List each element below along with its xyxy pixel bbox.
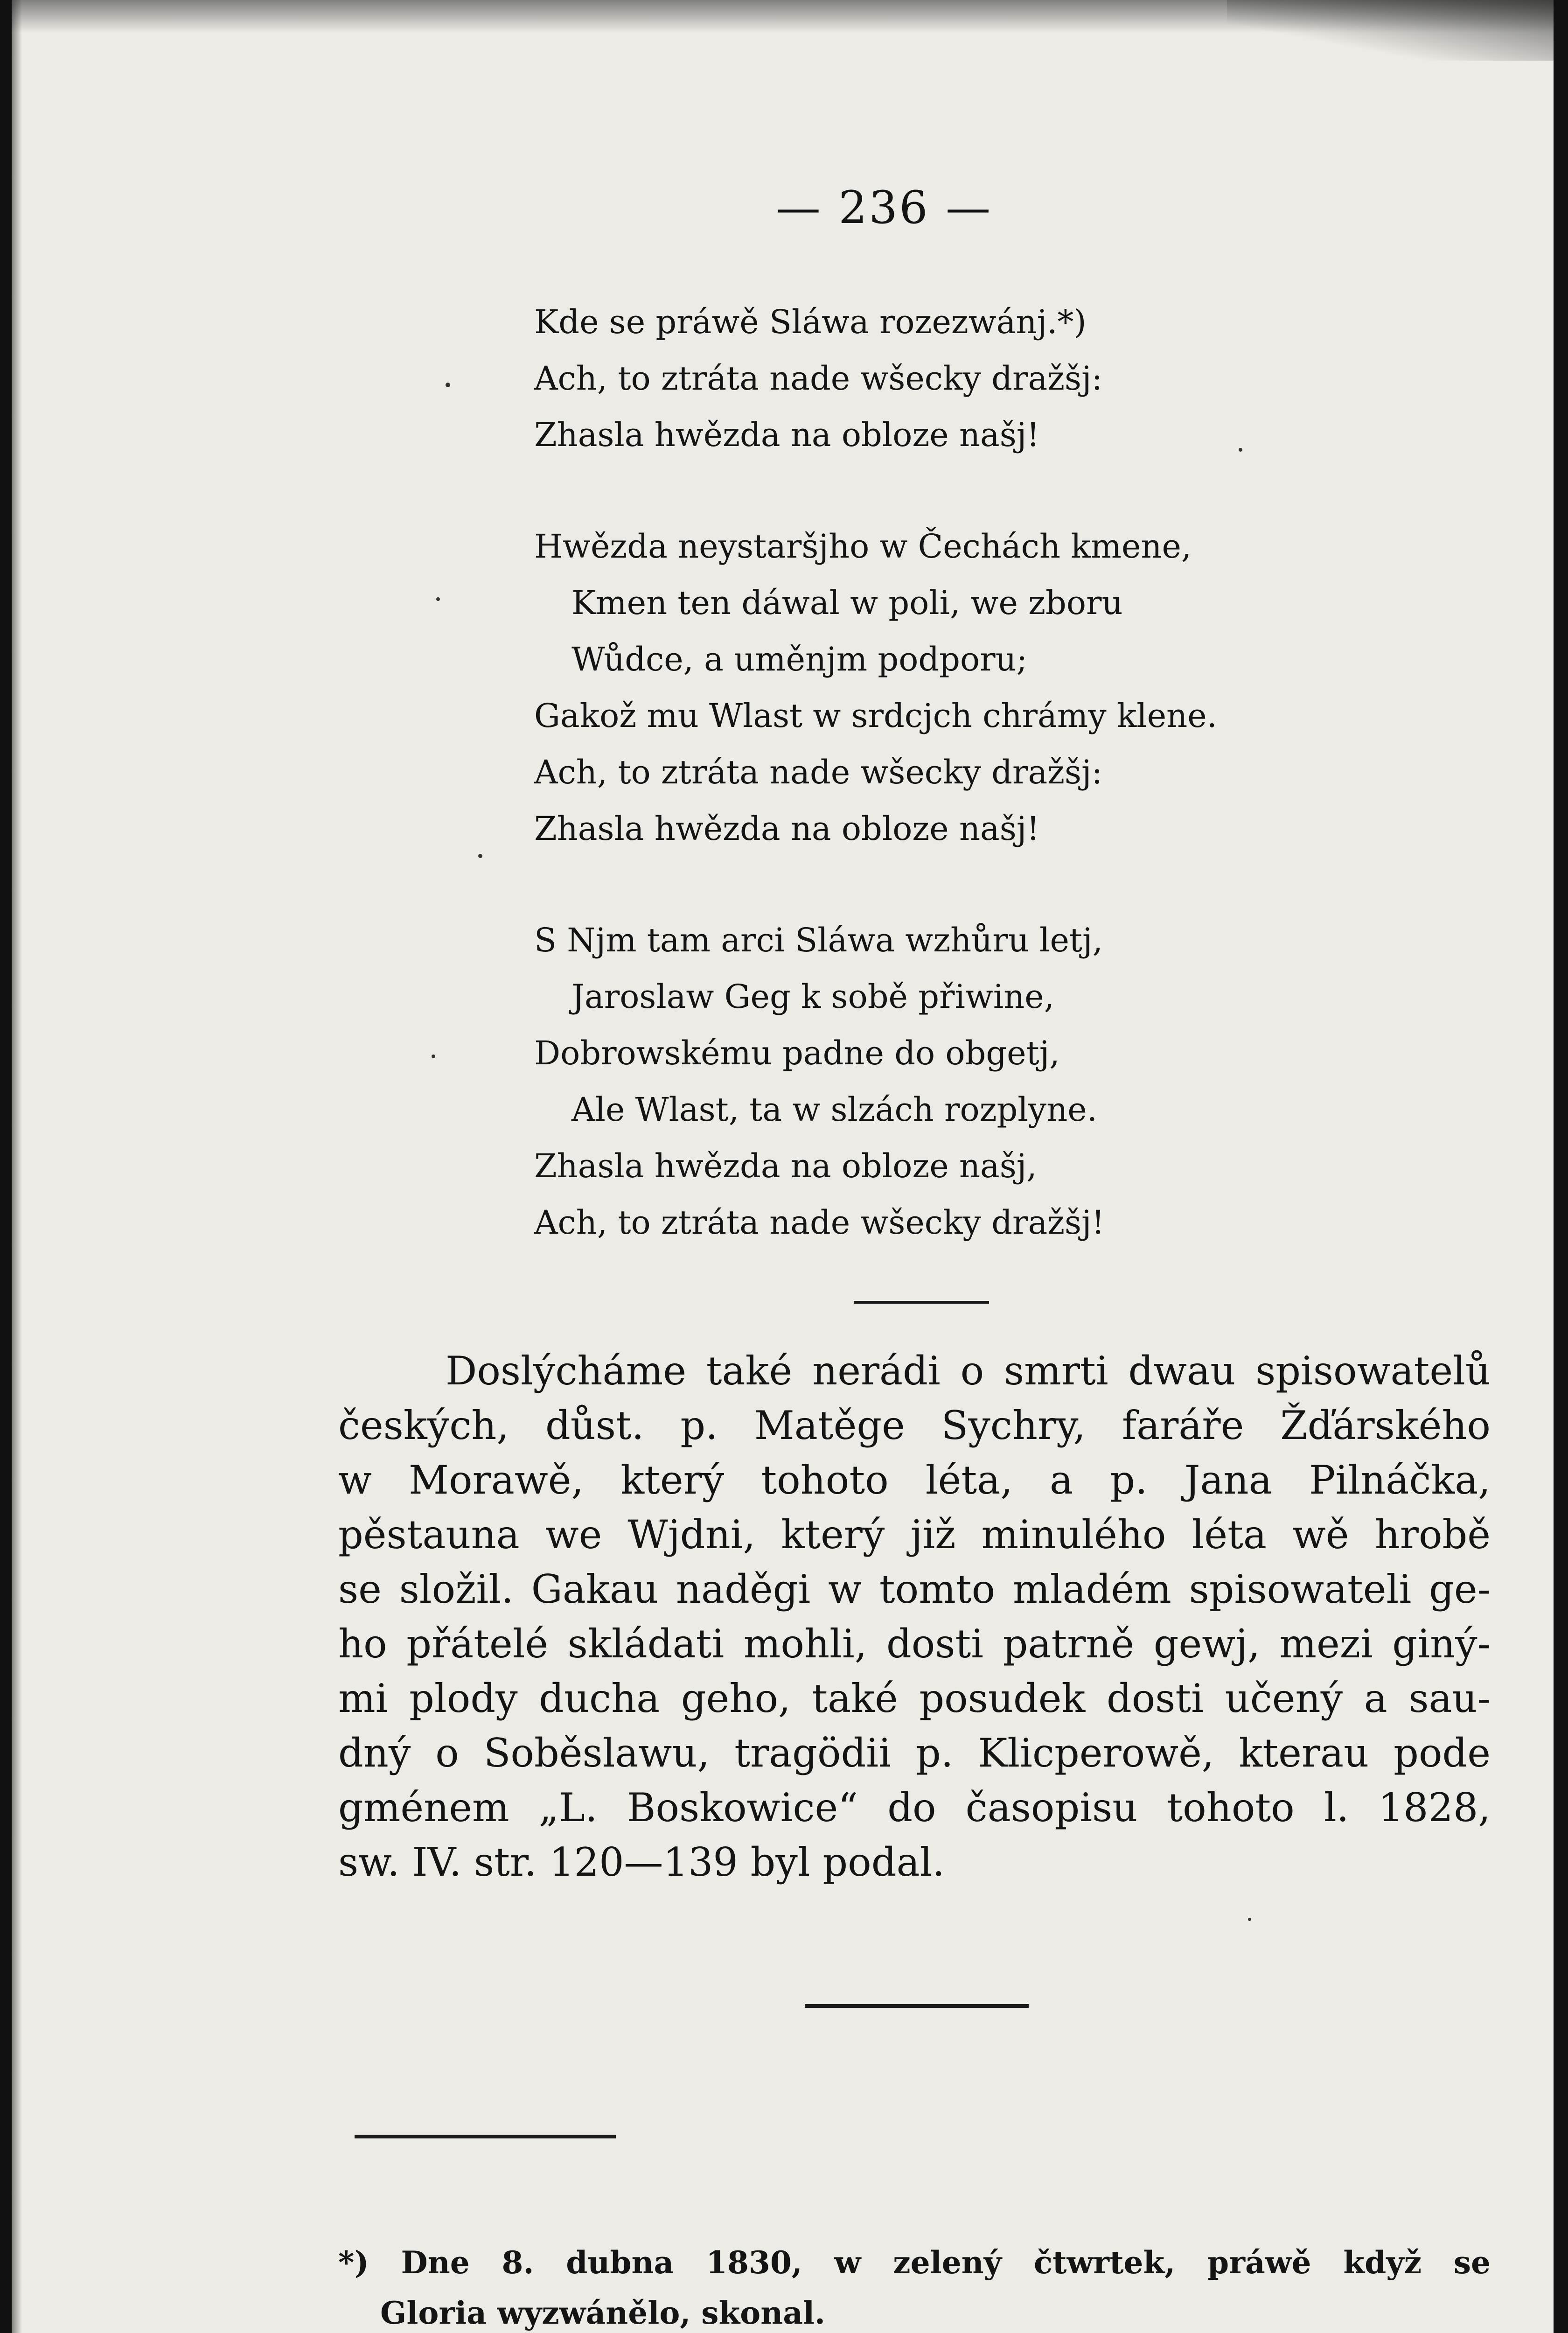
scan-speck (1248, 1918, 1251, 1921)
prose-line: Doslýcháme také nerádi o smrti dwau spisowatelů (446, 1348, 1491, 1394)
poem-stanza (534, 518, 1304, 857)
poem-line: Kde se práwě Sláwa rozezwánj.*) (534, 303, 1087, 341)
scan-speck (446, 383, 450, 387)
poem-line: Kmen ten dáwal w poli, we zboru (571, 584, 1123, 622)
poem-line: Hwězda neystaršjho w Čechách kmene, (534, 527, 1192, 566)
prose-line: pěstauna we Wjdni, který již minulého léta wě hrobě (338, 1512, 1491, 1558)
poem-line: Ach, to ztráta nade wšecky dražšj: (534, 359, 1103, 398)
footnote (338, 2237, 1491, 2333)
poem-line: Zhasla hwězda na obloze našj! (534, 810, 1040, 848)
poem-line: Jaroslaw Geg k sobě přiwine, (571, 978, 1054, 1016)
poem-line: Gakož mu Wlast w srdcjch chrámy klene. (534, 697, 1217, 735)
scan-speck (478, 854, 482, 858)
separator-rule (805, 2004, 1029, 2008)
book-page (12, 0, 1554, 2333)
poem-stanza (534, 912, 1304, 1251)
prose-line: se složil. Gakau naděgi w tomto mladém spisowateli ge- (338, 1566, 1491, 1612)
poem-stanza (534, 294, 1304, 463)
prose-line: českých, důst. p. Matěge Sychry, faráře Žďárského (338, 1403, 1491, 1448)
separator-rule (854, 1301, 989, 1304)
prose-line: ho přátelé skládati mohli, dosti patrně gewj, mezi giný- (338, 1621, 1491, 1667)
prose-line: dný o Soběslawu, tragödii p. Klicperowě, kterau pode (338, 1730, 1491, 1776)
footnote-line: Gloria wyzwánělo, skonal. (380, 2295, 826, 2331)
poem-line: Zhasla hwězda na obloze našj! (534, 416, 1040, 454)
prose-line: w Morawě, který tohoto léta, a p. Jana Pilnáčka, (338, 1457, 1491, 1503)
scan-shadow-corner (1227, 0, 1554, 61)
scan-speck (1239, 448, 1242, 452)
poem-line: Ach, to ztráta nade wšecky dražšj! (534, 1203, 1105, 1242)
prose-line: gménem „L. Boskowice“ do časopisu tohoto l. 1828, (338, 1785, 1491, 1830)
footnote-line: *) Dne 8. dubna 1830, w zelený čtwrtek, práwě když se (338, 2244, 1491, 2281)
poem-line: Ach, to ztráta nade wšecky dražšj: (534, 753, 1103, 791)
poem (534, 294, 1304, 1251)
page-number: — 236 — (775, 182, 993, 234)
poem-line: Wůdce, a uměnjm podporu; (571, 640, 1028, 678)
poem-line: Ale Wlast, ta w slzách rozplyne. (571, 1090, 1097, 1129)
prose-line: mi plody ducha geho, také posudek dosti učený a sau- (338, 1676, 1491, 1721)
poem-line: Dobrowskému padne do obgetj, (534, 1034, 1060, 1072)
prose-line: sw. IV. str. 120—139 byl podal. (338, 1839, 945, 1885)
scan-shadow-left (12, 0, 22, 2333)
footnote-rule (355, 2135, 616, 2138)
poem-line: Zhasla hwězda na obloze našj, (534, 1147, 1037, 1185)
scan-speck (436, 597, 440, 601)
scan-speck (432, 1055, 435, 1058)
prose-paragraph (338, 1344, 1491, 1890)
poem-line: S Njm tam arci Sláwa wzhůru letj, (534, 921, 1103, 959)
